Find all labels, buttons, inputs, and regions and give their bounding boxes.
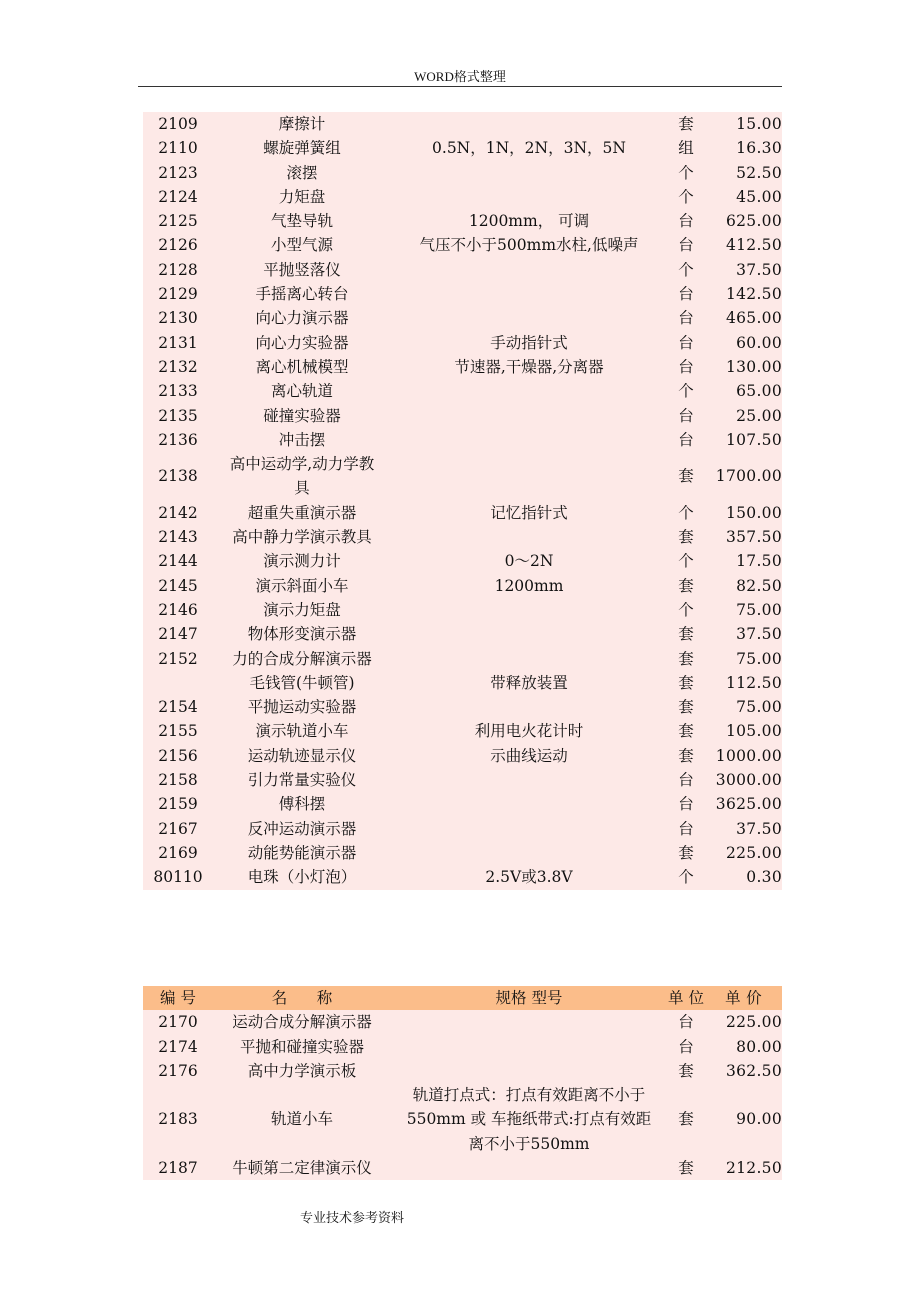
item-spec [391,161,667,185]
item-name: 演示力矩盘 [263,600,341,619]
item-unit: 套 [678,673,694,692]
item-name: 引力常量实验仪 [247,771,357,790]
item-unit: 台 [678,309,694,328]
item-name-line: 具 [294,479,310,498]
table-row [143,209,782,233]
item-unit: 套 [678,1110,694,1129]
item-name: 碰撞实验器 [263,406,341,425]
item-name: 平抛和碰撞实验器 [239,1037,364,1056]
table-row [143,404,782,428]
item-spec: 利用电火花计时 [474,722,584,741]
item-spec: 1200mm， 可调 [468,212,590,231]
item-unit: 套 [678,115,694,133]
item-code: 2133 [158,382,198,401]
item-name: 力的合成分解演示器 [232,649,372,668]
item-price: 150.00 [725,503,782,522]
item-price: 15.00 [736,115,782,133]
item-code: 2159 [158,795,198,814]
item-code: 2152 [158,649,198,668]
item-code: 2144 [158,552,198,571]
item-spec: 示曲线运动 [490,746,568,765]
table-row [143,306,782,330]
item-name: 高中静力学演示教具 [232,528,372,547]
item-spec: 0.5N，1N，2N，3N，5N [432,139,626,158]
item-code: 2136 [158,430,198,449]
item-unit: 台 [678,771,694,790]
item-code: 2183 [158,1110,198,1129]
item-unit: 个 [678,382,694,401]
item-unit: 台 [678,333,694,352]
item-unit: 台 [678,285,694,304]
item-price: 37.50 [736,625,782,644]
table-row [143,282,782,306]
item-name: 运动合成分解演示器 [232,1013,372,1032]
item-name: 高中力学演示板 [247,1061,357,1080]
item-code: 2135 [158,406,198,425]
item-spec [391,428,667,452]
item-spec [391,1035,667,1059]
item-unit: 套 [678,698,694,717]
item-spec [391,695,667,719]
item-price: 3000.00 [715,771,782,790]
table-row [143,768,782,792]
item-unit: 组 [678,139,694,158]
table-row [143,185,782,209]
item-name: 气垫导轨 [270,212,333,231]
item-unit: 套 [678,625,694,644]
item-unit: 套 [678,528,694,547]
item-price: 80.00 [736,1037,782,1056]
item-name: 平抛运动实验器 [247,698,357,717]
table-row [143,112,782,136]
item-spec [391,1156,667,1180]
item-unit: 个 [678,163,694,182]
item-price: 225.00 [725,1013,782,1032]
item-unit: 台 [678,236,694,255]
item-code: 2124 [158,187,198,206]
item-code: 80110 [153,868,203,887]
item-code: 2154 [158,698,198,717]
item-name-line: 高中运动学,动力学教 [229,455,375,474]
item-code: 2174 [158,1037,198,1056]
item-spec-line: 离不小于550mm [468,1134,590,1153]
item-name: 离心机械模型 [255,357,349,376]
item-code: 2169 [158,843,198,862]
item-price: 3625.00 [715,795,782,814]
table-row [143,355,782,379]
item-spec [391,112,667,136]
item-code: 2158 [158,771,198,790]
item-unit: 套 [678,1061,694,1080]
item-name: 滚摆 [286,163,318,182]
item-code: 2147 [158,625,198,644]
item-price: 75.00 [736,600,782,619]
item-name: 手摇离心转台 [255,285,349,304]
item-unit: 个 [678,600,694,619]
item-unit: 套 [678,576,694,595]
item-code: 2145 [158,576,198,595]
item-price: 75.00 [736,698,782,717]
item-code [143,671,213,695]
table-row [143,695,782,719]
item-price: 112.50 [725,673,782,692]
item-price: 0.30 [746,868,782,887]
table-header-row [143,986,782,1010]
item-price: 105.00 [725,722,782,741]
item-spec [391,598,667,622]
table-row [143,598,782,622]
item-unit: 台 [678,212,694,231]
item-unit: 个 [678,260,694,279]
item-spec [391,379,667,403]
item-spec [391,768,667,792]
table-row [143,428,782,452]
item-spec: 手动指针式 [490,333,568,352]
item-price: 362.50 [725,1061,782,1080]
item-unit: 套 [678,722,694,741]
item-spec: 带释放装置 [490,673,568,692]
equipment-table-1 [143,112,782,890]
item-code: 2131 [158,333,198,352]
item-price: 412.50 [725,236,782,255]
item-name: 力矩盘 [278,187,326,206]
item-price: 1700.00 [715,467,782,486]
item-name: 平抛竖落仪 [263,260,341,279]
header-spec: 规格 型号 [391,986,667,1010]
item-name: 物体形变演示器 [247,625,357,644]
item-code: 2170 [158,1013,198,1032]
table-row [143,452,782,501]
item-name: 向心力演示器 [255,309,349,328]
item-spec [391,647,667,671]
item-spec: 气压不小于500mm水柱,低噪声 [419,236,639,255]
item-code: 2125 [158,212,198,231]
item-name: 动能势能演示器 [247,843,357,862]
item-unit: 个 [678,552,694,571]
page-footer: 专业技术参考资料 [300,1210,405,1225]
item-name: 演示测力计 [263,552,341,571]
table-row [143,1083,782,1156]
item-code: 2155 [158,722,198,741]
item-unit: 套 [678,467,694,486]
item-code: 2143 [158,528,198,547]
item-code: 2176 [158,1061,198,1080]
item-code: 2167 [158,819,198,838]
item-code: 2146 [158,600,198,619]
item-name: 演示斜面小车 [255,576,349,595]
item-name [213,452,391,501]
item-spec [391,622,667,646]
item-unit: 套 [678,649,694,668]
item-spec: 2.5V或3.8V [485,868,573,887]
item-spec [391,282,667,306]
item-unit: 台 [678,357,694,376]
item-price: 25.00 [736,406,782,425]
item-spec [391,525,667,549]
item-unit: 台 [678,819,694,838]
item-name: 冲击摆 [278,430,326,449]
item-code: 2138 [158,467,198,486]
equipment-table-2 [143,986,782,1180]
table-row [143,258,782,282]
item-name: 离心轨道 [270,382,333,401]
item-name: 超重失重演示器 [247,503,357,522]
item-spec [391,185,667,209]
item-price: 225.00 [725,843,782,862]
item-unit: 套 [678,843,694,862]
item-code: 2156 [158,746,198,765]
table-row [143,719,782,743]
header-price: 单 价 [705,986,782,1010]
table-row [143,1059,782,1083]
table-row [143,549,782,573]
item-spec [391,258,667,282]
header-divider [138,86,782,87]
item-price: 142.50 [725,285,782,304]
item-code: 2187 [158,1159,198,1178]
item-code: 2129 [158,285,198,304]
item-price: 45.00 [736,187,782,206]
item-spec: 1200mm [494,576,564,595]
item-price: 17.50 [736,552,782,571]
item-name: 运动轨迹显示仪 [247,746,357,765]
item-unit: 台 [678,430,694,449]
item-unit: 个 [678,868,694,887]
page-header: WORD格式整理 [414,69,506,84]
table-row [143,1035,782,1059]
item-spec [391,1059,667,1083]
table-row [143,671,782,695]
table-row [143,161,782,185]
item-code: 2126 [158,236,198,255]
item-price: 212.50 [725,1159,782,1178]
table-row [143,622,782,646]
item-name: 向心力实验器 [255,333,349,352]
item-spec [391,817,667,841]
item-code: 2109 [158,115,198,133]
item-price: 37.50 [736,260,782,279]
item-price: 130.00 [725,357,782,376]
item-spec-line: 轨道打点式：打点有效距离不小于 [412,1086,646,1105]
item-unit: 个 [678,187,694,206]
table-row [143,817,782,841]
table-row [143,379,782,403]
table-row [143,136,782,160]
table-row [143,647,782,671]
item-code: 2128 [158,260,198,279]
item-code: 2142 [158,503,198,522]
item-unit: 套 [678,746,694,765]
item-name: 螺旋弹簧组 [263,139,341,158]
table-row [143,233,782,257]
item-price: 1000.00 [715,746,782,765]
item-spec: 记忆指针式 [490,503,568,522]
item-name: 毛钱管(牛顿管) [249,673,355,692]
item-name: 反冲运动演示器 [247,819,357,838]
item-price: 465.00 [725,309,782,328]
item-name: 轨道小车 [270,1110,333,1129]
table-row [143,1156,782,1180]
item-price: 357.50 [725,528,782,547]
item-price: 82.50 [736,576,782,595]
table-row [143,525,782,549]
item-code: 2130 [158,309,198,328]
item-unit: 套 [678,1159,694,1178]
item-unit: 台 [678,1037,694,1056]
table-row [143,792,782,816]
item-code: 2110 [158,139,198,158]
item-price: 107.50 [725,430,782,449]
item-unit: 台 [678,795,694,814]
table-row [143,744,782,768]
item-price: 75.00 [736,649,782,668]
item-name: 小型气源 [270,236,333,255]
item-name: 牛顿第二定律演示仪 [232,1159,372,1178]
table-row [143,501,782,525]
item-price: 625.00 [725,212,782,231]
item-code: 2123 [158,163,198,182]
item-spec [391,1010,667,1034]
item-price: 65.00 [736,382,782,401]
header-name: 名 称 [213,986,391,1010]
item-unit: 个 [678,503,694,522]
header-code: 编 号 [143,986,213,1010]
item-spec [391,452,667,501]
table-row [143,841,782,865]
item-price: 52.50 [736,163,782,182]
item-spec-line: 550mm 或 车拖纸带式:打点有效距 [406,1110,652,1129]
item-name: 演示轨道小车 [255,722,349,741]
table-row [143,331,782,355]
item-spec [391,306,667,330]
item-unit: 台 [678,406,694,425]
table-row [143,574,782,598]
item-name: 傅科摆 [278,795,326,814]
item-name: 摩擦计 [278,115,326,133]
header-unit: 单 位 [667,986,705,1010]
item-price: 90.00 [736,1110,782,1129]
item-spec: 0～2N [504,552,554,571]
item-name: 电珠（小灯泡） [247,868,357,887]
item-spec [391,792,667,816]
table-row [143,1010,782,1034]
table-row [143,865,782,889]
item-unit: 台 [678,1013,694,1032]
item-spec [391,404,667,428]
item-spec [391,841,667,865]
item-code: 2132 [158,357,198,376]
item-price: 37.50 [736,819,782,838]
item-price: 16.30 [736,139,782,158]
item-spec [391,1083,667,1156]
item-price: 60.00 [736,333,782,352]
item-spec: 节速器,干燥器,分离器 [454,357,604,376]
